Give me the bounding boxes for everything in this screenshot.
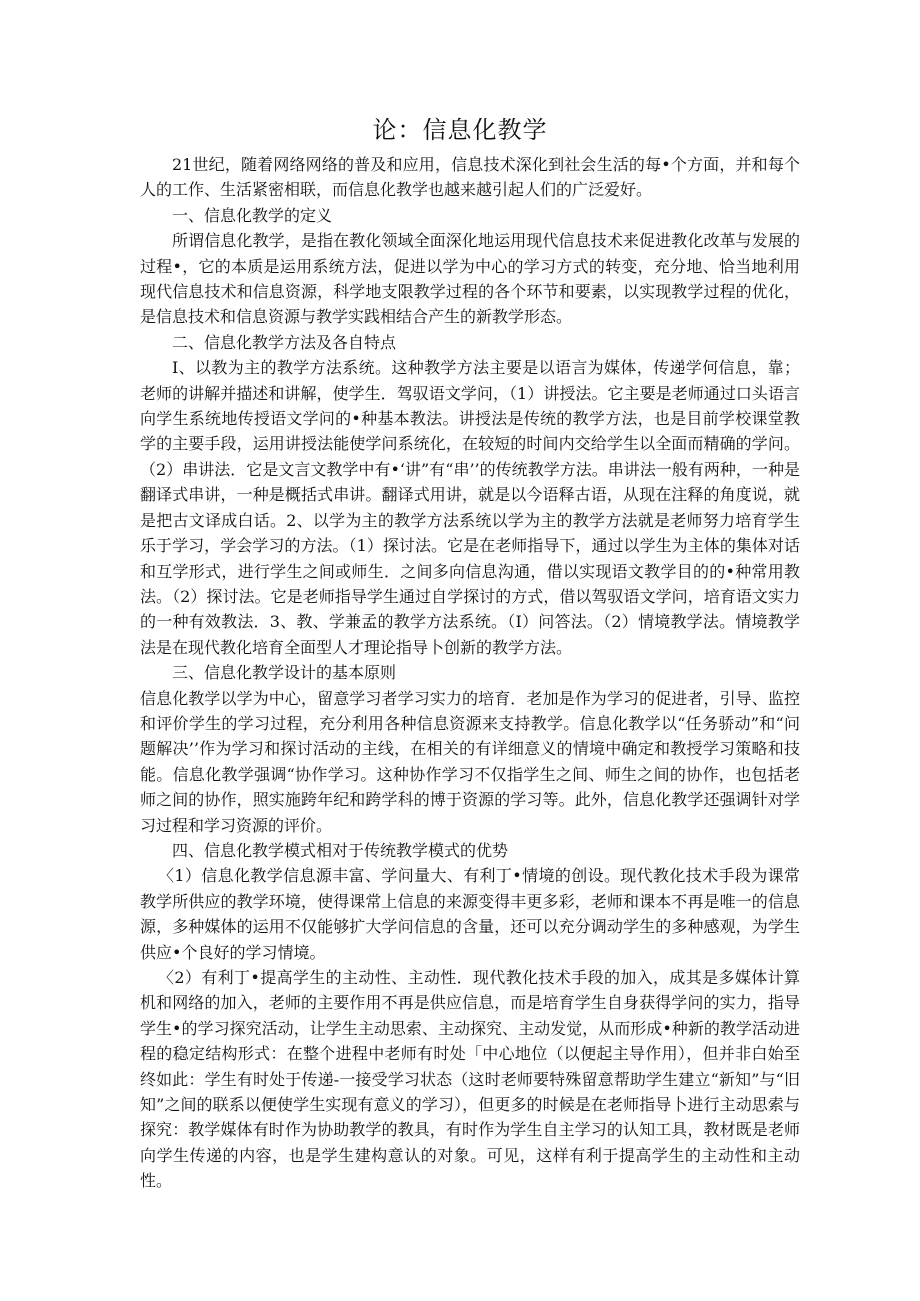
- section-heading-definition: 一、信息化教学的定义: [172, 205, 333, 225]
- principles-paragraph: 信息化教学以学为中心，留意学习者学习实力的培育．老加是作为学习的促进者，引导、监控和评价学生的学习过程，充分利用各种信息资源来支持教学。信息化教学以“任务骄动”和“问题解决’’作为学习和探讨活动的主线，在相关的有详细意义的情境中确定和教授学习策略和技能。信息化教学强调“协作学习。这种协作学习不仅指学生之间、师生之间的协作，也包括老师之间的协作，照实施跨年纪和跨学科的博于资源的学习等。此外，信息化教学还强调针对学习过程和学习资源的评价。: [140, 688, 800, 835]
- definition-paragraph: 所谓信息化教学，是指在教化领域全面深化地运用现代信息技术来促进教化改革与发展的过程•，它的本质是运用系统方法，促进以学为中心的学习方式的转变，充分地、恰当地利用现代信息技术和信息资源，科学地支限教学过程的各个环节和要素，以实现教学过程的优化，是信息技术和信息资源与教学实践相结合产生的新教学形态。: [140, 231, 800, 327]
- intro-paragraph: 21世纪，随着网络网络的普及和应用，信息技术深化到社会生活的每•个方面，并和每个人的工作、生活紧密相联，而信息化教学也越来越引起人们的广泛爱好。: [140, 155, 800, 200]
- section-heading-methods: 二、信息化教学方法及各自特点: [172, 332, 397, 352]
- document-body: [140, 152, 800, 1194]
- methods-paragraph: Ⅰ、以教为主的教学方法系统。这种教学方法主要是以语言为媒体，传递学何信息，靠；老师的讲解并描述和讲解，使学生．驾驭语文学问，（1）讲授法。它主要是老师通过口头语言向学生系统地传授语文学问的•种基本教法。讲授法是传统的教学方法，也是目前学校课堂教学的主要手段，运用讲授法能使学问系统化，在较短的时间内交给学生以全面而精确的学问。（2）串讲法．它是文言文教学中有•‘讲”有“串’’的传统教学方法。串讲法一般有两种，一种是翻译式串讲，一种是概括式串讲。翻译式用讲，就是以今语释古语，从现在注释的角度说，就是把古文译成白话。2、以学为主的教学方法系统以学为主的教学方法就是老师努力培育学生乐于学习，学会学习的方法。（1）探讨法。它是在老师指导下，通过以学生为主体的集体对话和互学形式，进行学生之间或师生．之间多向信息沟通，借以实现语文教学目的的•种常用教法。（2）探讨法。它是老师指导学生通过自学探讨的方式，借以驾驭语文学问，培育语文实力的一种有效教法．3、教、学兼孟的教学方法系统。（Ⅰ）问答法。（2）情境教学法。情境教学法是在现代教化培育全面型人才理论指导卜创新的教学方法。: [140, 358, 800, 657]
- section-heading-advantages: 四、信息化教学模式相对于传统教学模式的优势: [172, 840, 509, 860]
- document-title: 论：信息化教学: [372, 116, 548, 144]
- section-heading-principles: 三、信息化教学设计的基本原则: [172, 663, 397, 683]
- advantage-paragraph-2: 〈2）有利丁•提高学生的主动性、主动性．现代教化技术手段的加入，成其是多媒体计算机和网络的加入，老师的主要作用不再是供应信息，而是培育学生自身获得学问的实力，指导学生•的学习探究活动，让学生主动思索、主动探究、主动发觉，从而形成•种新的教学活动进程的稳定结构形式：在整个进程中老师有时处「中心地位（以便起主导作用），但并非白始至终如此：学生有时处于传递-一接受学习状态（这时老师要特殊留意帮助学生建立“新知”与“旧知”之间的联系以便使学生实现有意义的学习），但更多的时候是在老师指导卜进行主动思索与探究：教学媒体有时作为协助教学的教具，有时作为学生自主学习的认知工具，教材既是老师向学生传递的内容，也是学生建构意认的对象。可见，这样有利于提高学生的主动性和主动性。: [140, 968, 800, 1191]
- advantage-paragraph-1: 〈1）信息化教学信息源丰富、学问量大、有利丁•情境的创设。现代教化技术手段为课常教学所供应的教学环境，使得课常上信息的来源变得丰更多彩，老师和课本不再是唯一的信息源，多种媒体的运用不仅能够扩大学问信息的含量，还可以充分调动学生的多种感观，为学生供应•个良好的学习情境。: [140, 866, 800, 962]
